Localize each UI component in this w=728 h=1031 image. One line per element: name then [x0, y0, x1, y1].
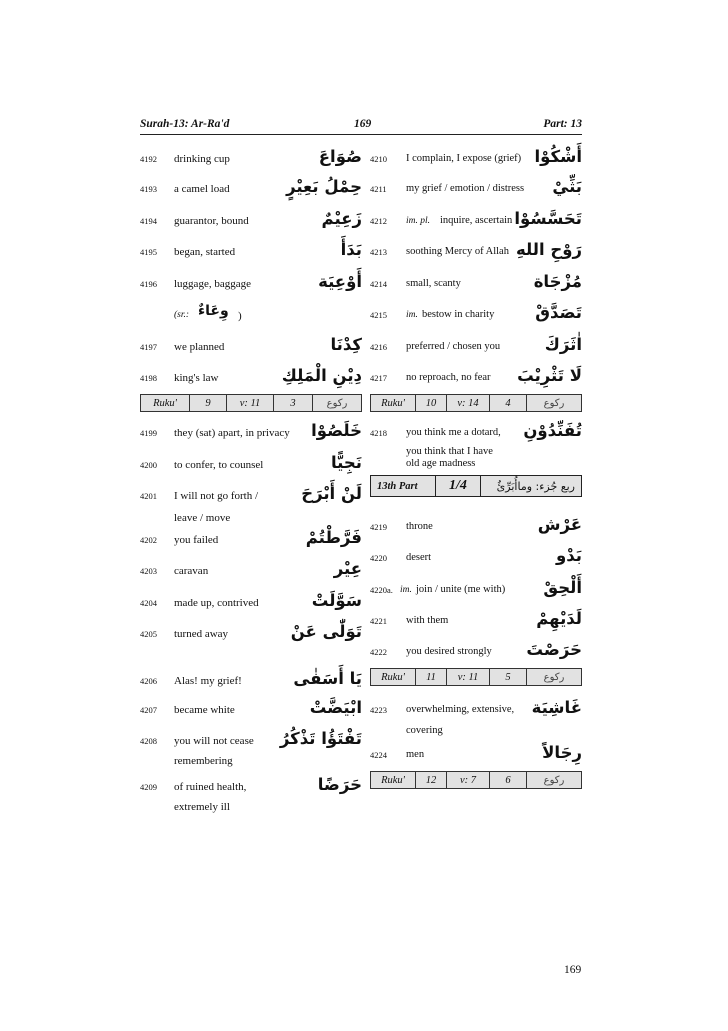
entry-arabic: أَوْعِيَة — [318, 272, 362, 291]
ruku-number: 11 — [416, 669, 447, 685]
entry-number: 4222 — [370, 647, 387, 657]
entry-number: 4219 — [370, 522, 387, 532]
ruku-number: 10 — [416, 395, 447, 411]
part-arabic: ربع جُزء: وماأُبَرِّئُ — [496, 479, 575, 493]
entry-arabic: رَوْحِ اللهِ — [516, 240, 582, 259]
entry-english: Alas! my grief! — [174, 675, 242, 687]
entry-arabic: لَا تَثْرِيْبَ — [517, 366, 582, 385]
vocab-entry — [140, 422, 362, 444]
entry-english-line2: old age madness — [406, 458, 476, 469]
vocab-entry — [370, 547, 582, 569]
entry-arabic: حِمْلُ بَعِيْرٍ — [286, 177, 362, 196]
entry-grammar-note: im. — [400, 585, 412, 595]
entry-grammar-note: im. — [406, 310, 418, 320]
entry-number: 4201 — [140, 491, 157, 501]
entry-arabic: فَرَّطْتُمْ — [305, 528, 362, 547]
entry-english: no reproach, no fear — [406, 372, 491, 383]
ruku-order: 6 — [490, 772, 527, 788]
entry-arabic: لَنْ أَبْرَحَ — [301, 484, 362, 503]
vocab-entry — [370, 241, 582, 263]
ruku-number: 9 — [190, 395, 227, 411]
entry-grammar-note: im. pl. — [406, 216, 431, 226]
ruku-verses: v: 11 — [227, 395, 274, 411]
ruku-label: Ruku' — [371, 669, 416, 685]
entry-english: we planned — [174, 341, 225, 353]
entry-english-continued: extremely ill — [174, 801, 230, 813]
entry-english: to confer, to counsel — [174, 459, 264, 471]
entry-arabic: تَصَدَّقْ — [535, 303, 582, 322]
vocab-entry — [140, 529, 362, 551]
entry-english: overwhelming, extensive, — [406, 704, 515, 715]
entry-number: 4220 — [370, 553, 387, 563]
vocab-entry — [140, 776, 362, 798]
vocab-entry — [140, 210, 362, 232]
entry-arabic: نَجِيًّا — [330, 453, 362, 472]
vocab-entry — [140, 241, 362, 263]
vocab-entry — [140, 148, 362, 170]
entry-english: caravan — [174, 565, 209, 577]
vocab-entry — [370, 304, 582, 326]
ruku-label: Ruku' — [141, 395, 190, 411]
vocab-entry — [140, 178, 362, 200]
vocab-entry — [370, 367, 582, 389]
header-page-number: 169 — [354, 118, 372, 130]
entry-english-continued: leave / move — [174, 512, 231, 524]
entry-number: 4221 — [370, 616, 387, 626]
vocab-entry — [140, 699, 362, 721]
entry-arabic: حَرَضًا — [317, 775, 362, 794]
entry-english: I will not go forth / — [174, 490, 259, 502]
entry-number: 4214 — [370, 279, 387, 289]
entry-english: you will not cease — [174, 735, 254, 747]
entry-continuation — [370, 720, 582, 742]
entry-continuation — [140, 750, 362, 772]
entry-number: 4197 — [140, 342, 157, 352]
ruku-order: 3 — [274, 395, 313, 411]
entry-number: 4193 — [140, 184, 157, 194]
entry-number: 4218 — [370, 428, 387, 438]
part-marker-box — [370, 475, 582, 497]
vocab-entry — [140, 670, 362, 692]
entry-arabic: عِيْر — [333, 559, 362, 578]
part-fraction: 1/4 — [435, 476, 481, 496]
ruku-label: Ruku' — [371, 395, 416, 411]
entry-english: throne — [406, 521, 433, 532]
entry-english: desert — [406, 552, 432, 563]
entry-number: 4206 — [140, 676, 157, 686]
entry-arabic: تَوَلّٰى عَنْ — [290, 622, 362, 641]
entry-arabic: كِدْنَا — [330, 335, 362, 354]
vocab-entry — [370, 699, 582, 721]
ruku-arabic: رکوع — [543, 774, 565, 786]
entry-english: my grief / emotion / distress — [406, 183, 525, 194]
vocab-entry — [370, 610, 582, 632]
ruku-box — [370, 771, 582, 789]
entry-number: 4216 — [370, 342, 387, 352]
entry-number: 4192 — [140, 154, 157, 164]
entry-number: 4208 — [140, 736, 157, 746]
part-label: 13th Part — [377, 480, 418, 492]
vocab-entry — [370, 516, 582, 538]
entry-arabic: صُوَاعَ — [318, 147, 362, 166]
entry-arabic: يَا أَسَفٰى — [293, 669, 362, 688]
ruku-box — [370, 668, 582, 686]
vocab-entry — [140, 367, 362, 389]
entry-english: I complain, I expose (grief) — [406, 153, 522, 164]
entry-english: men — [406, 749, 425, 760]
entry-english: became white — [174, 704, 235, 716]
entry-english-continued: covering — [406, 725, 443, 736]
ruku-arabic: رکوع — [543, 397, 565, 409]
entry-english-continued: remembering — [174, 755, 233, 767]
entry-number: 4204 — [140, 598, 157, 608]
entry-arabic: سَوَّلَتْ — [311, 591, 362, 610]
footer-page-number: 169 — [564, 964, 582, 976]
entry-english: you desired strongly — [406, 646, 492, 657]
entry-english: turned away — [174, 628, 229, 640]
entry-arabic: رِجَالاً — [542, 743, 582, 762]
entry-number: 4212 — [370, 216, 387, 226]
entry-number: 4223 — [370, 705, 387, 715]
entry-arabic: دِيْنِ الْمَلِكِ — [281, 366, 362, 385]
entry-english: you think me a dotard, — [406, 427, 501, 438]
entry-continuation — [140, 796, 362, 818]
entry-english: king's law — [174, 372, 219, 384]
entry-number: 4211 — [370, 184, 387, 194]
vocab-entry — [140, 592, 362, 614]
entry-english: with them — [406, 615, 449, 626]
entry-continuation — [370, 446, 582, 468]
entry-english: inquire, ascertain — [440, 215, 513, 226]
vocab-entry — [370, 336, 582, 358]
vocab-entry — [370, 210, 582, 232]
entry-arabic: بَدْو — [556, 546, 582, 565]
ruku-box — [370, 394, 582, 412]
entry-number: 4198 — [140, 373, 157, 383]
entry-number: 4217 — [370, 373, 387, 383]
vocab-entry — [140, 560, 362, 582]
entry-arabic: أَلْحِقْ — [543, 578, 582, 597]
entry-english: join / unite (me with) — [416, 584, 506, 595]
vocab-entry — [370, 148, 582, 170]
entry-arabic: عَرْش — [537, 515, 582, 534]
ruku-verses: v: 11 — [447, 669, 490, 685]
ruku-box — [140, 394, 362, 412]
entry-continuation — [140, 507, 362, 529]
entry-english: soothing Mercy of Allah — [406, 246, 509, 257]
vocab-entry — [140, 273, 362, 295]
entry-english: small, scanty — [406, 278, 461, 289]
part-title: Part: 13 — [543, 118, 582, 130]
entry-english: they (sat) apart, in privacy — [174, 427, 290, 439]
entry-number: 4220a. — [370, 585, 393, 595]
entry-english: drinking cup — [174, 153, 230, 165]
entry-arabic: مُزْجَاة — [533, 272, 582, 291]
vocab-entry — [140, 336, 362, 358]
vocab-entry — [140, 454, 362, 476]
entry-number: 4224 — [370, 750, 387, 760]
entry-arabic: تَحَسَّسُوْا — [514, 209, 582, 228]
singular-arabic: وِعَاءٌ — [198, 303, 229, 319]
entry-english: guarantor, bound — [174, 215, 249, 227]
entry-english: of ruined health, — [174, 781, 247, 793]
entry-number: 4200 — [140, 460, 157, 470]
entry-arabic: غَاشِيَة — [531, 698, 582, 717]
entry-english: preferred / chosen you — [406, 341, 501, 352]
entry-number: 4196 — [140, 279, 157, 289]
entry-number: 4210 — [370, 154, 387, 164]
entry-english-line1: you think that I have — [406, 446, 493, 457]
vocab-entry — [370, 579, 582, 601]
entry-english: made up, contrived — [174, 597, 259, 609]
entry-number: 4202 — [140, 535, 157, 545]
entry-arabic: بَدَأَ — [340, 240, 362, 259]
entry-arabic: حَرَصْتَ — [526, 640, 582, 659]
vocab-entry — [370, 273, 582, 295]
ruku-arabic: رکوع — [326, 397, 348, 409]
vocab-entry — [370, 422, 582, 444]
entry-number: 4207 — [140, 705, 157, 715]
ruku-order: 5 — [490, 669, 527, 685]
entry-number: 4209 — [140, 782, 157, 792]
surah-title: Surah-13: Ar-Ra'd — [140, 118, 230, 130]
entry-arabic: تُفَنِّدُوْنِ — [523, 421, 582, 440]
vocab-entry — [370, 641, 582, 663]
entry-english: a camel load — [174, 183, 230, 195]
entry-arabic: بَثِّيْ — [552, 177, 582, 196]
ruku-verses: v: 7 — [447, 772, 490, 788]
ruku-label: Ruku' — [371, 772, 416, 788]
ruku-number: 12 — [416, 772, 447, 788]
entry-number: 4215 — [370, 310, 387, 320]
entry-english: luggage, baggage — [174, 278, 251, 290]
entry-arabic: خَلَصُوْا — [311, 421, 362, 440]
entry-arabic: تَفْتَؤُا تَذْكُرُ — [279, 729, 362, 748]
vocab-entry — [140, 623, 362, 645]
ruku-order: 4 — [490, 395, 527, 411]
singular-close: ) — [238, 310, 242, 322]
singular-note — [140, 304, 362, 326]
entry-arabic: زَعِيْمٌ — [321, 209, 362, 228]
entry-arabic: اٰثَرَكَ — [544, 335, 582, 354]
vocab-entry — [370, 178, 582, 200]
entry-number: 4203 — [140, 566, 157, 576]
entry-english: you failed — [174, 534, 219, 546]
entry-arabic: لَدَيْهِمْ — [536, 609, 582, 628]
entry-arabic: ابْيَضَّتْ — [309, 698, 362, 717]
ruku-arabic: رکوع — [543, 671, 565, 683]
vocab-entry — [140, 485, 362, 507]
singular-label: (sr.: — [174, 310, 190, 320]
ruku-verses: v: 14 — [447, 395, 490, 411]
entry-number: 4195 — [140, 247, 157, 257]
entry-number: 4213 — [370, 247, 387, 257]
vocab-entry — [140, 730, 362, 752]
entry-number: 4194 — [140, 216, 157, 226]
entry-arabic: أَشْكُوْا — [534, 147, 582, 166]
entry-number: 4199 — [140, 428, 157, 438]
vocab-entry — [370, 744, 582, 766]
page-header — [140, 118, 582, 135]
entry-english: began, started — [174, 246, 236, 258]
entry-english: bestow in charity — [422, 309, 495, 320]
entry-number: 4205 — [140, 629, 157, 639]
